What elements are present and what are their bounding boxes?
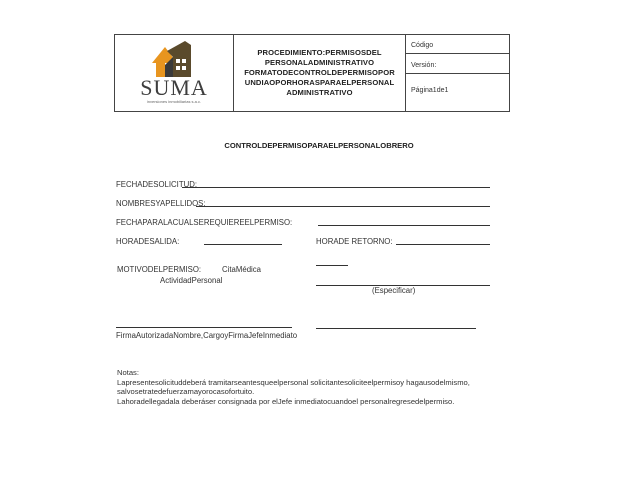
cita-medica-checkbox-line[interactable] <box>316 265 348 266</box>
pagina-label: Página1de1 <box>411 87 449 94</box>
fecha-solicitud-label: FECHADESOLICITUD: <box>116 180 198 189</box>
firma-jefe-line[interactable] <box>316 328 476 329</box>
title-line-1: PROCEDIMIENTO:PERMISOSDEL <box>257 48 382 57</box>
notes-line-3: Lahoradellegadala deberáser consignada por elJefe inmediatocuandoel personalregresedelpermiso. <box>117 396 455 406</box>
fecha-permiso-field[interactable] <box>318 225 490 226</box>
title-line-2: PERSONALADMINISTRATIVO <box>264 58 375 67</box>
logo-wordmark: SUMA <box>140 75 208 100</box>
actividad-personal-option[interactable]: ActividadPersonal <box>160 276 223 285</box>
hora-retorno-label: HORADE RETORNO: <box>316 237 393 246</box>
cita-medica-option[interactable]: CitaMédica <box>222 265 261 274</box>
firma-label: FirmaAutorizadaNombre,CargoyFirmaJefeInmediato <box>116 331 298 340</box>
company-logo <box>115 35 233 111</box>
codigo-label: Código <box>411 42 434 49</box>
especificar-hint: (Especificar) <box>372 286 416 295</box>
firma-autorizada-line[interactable] <box>116 327 292 328</box>
nombres-label: NOMBRESYAPELLIDOS: <box>116 199 206 208</box>
notes-title: Notas: <box>117 368 139 377</box>
logo-tagline: inversiones inmobiliarias s.a.c. <box>146 99 202 104</box>
version-label: Versión: <box>411 62 437 69</box>
notes-line-1: Lapresentesolicituddeberá tramitarseantesqueelpersonal solicitantesoliciteelpermisoy hagausodelmismo, <box>117 377 470 387</box>
hora-salida-field[interactable] <box>204 244 282 245</box>
title-line-4: UNDIAOPORHORASPARAELPERSONAL <box>244 78 395 87</box>
notes-line-2: salvosetratedefuerzamayorocasofortuito. <box>117 387 255 397</box>
meta-divider <box>405 73 509 74</box>
hora-retorno-field[interactable] <box>396 244 490 245</box>
meta-divider <box>405 53 509 54</box>
notes-section <box>117 368 470 406</box>
fecha-solicitud-field[interactable] <box>182 187 490 188</box>
header-table <box>114 34 510 112</box>
procedure-title <box>234 35 405 111</box>
title-line-3: FORMATODECONTROLDEPERMISOPOR <box>244 68 395 77</box>
hora-salida-label: HORADESALIDA: <box>116 237 180 246</box>
title-line-5: ADMINISTRATIVO <box>286 88 353 97</box>
nombres-field[interactable] <box>196 206 490 207</box>
motivo-label: MOTIVODELPERMISO: <box>117 265 202 274</box>
form-subtitle: CONTROLDEPERMISOPARAELPERSONALOBRERO <box>224 141 414 150</box>
fecha-permiso-label: FECHAPARALACUALSEREQUIEREELPERMISO: <box>116 218 293 227</box>
